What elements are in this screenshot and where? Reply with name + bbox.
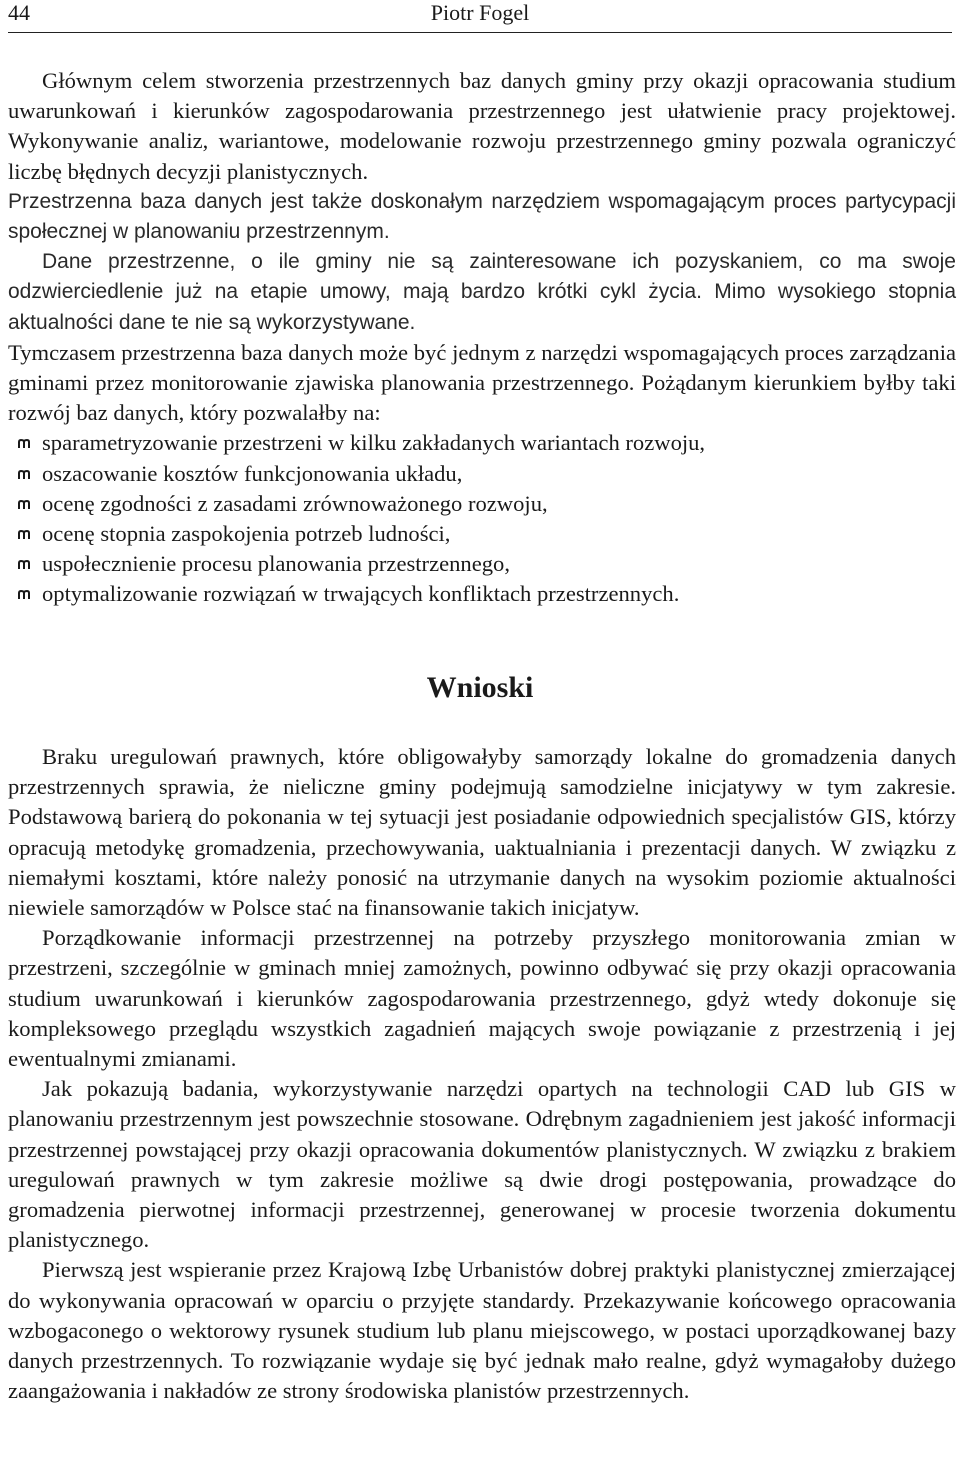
bullet-icon [18, 560, 30, 570]
conclusion-paragraph-1: Braku uregulowań prawnych, które obligowałyby samorządy lokalne do gromadzenia danych przestrzennych sprawia, że nieliczne gminy podejmują samodzielne inicjatywy w tym zakresie. Podstawową barierą do pokonania w tej sytuacji jest posiadanie odpowiednich specjalistów GIS, którzy opracują metodykę gromadzenia, przechowywania, uaktualniania i prezentacji danych. W związku z niemałymi kosztami, które należy ponosić na utrzymanie danych na wysokim poziomie aktualności niewiele samorządów w Polsce stać na finansowanie takich inicjatyw. [8, 744, 956, 921]
list-item-text: uspołecznienie procesu planowania przestrzennego, [42, 551, 510, 577]
intro-paragraph-2: Przestrzenna baza danych jest także doskonałym narzędziem wspomagającym proces partycypacji społecznej w planowaniu przestrzennym. [8, 189, 956, 244]
page-number: 44 [8, 0, 30, 25]
list-item-text: ocenę stopnia zaspokojenia potrzeb ludności, [42, 521, 451, 547]
list-item-text: sparametryzowanie przestrzeni w kilku zakładanych wariantach rozwoju, [42, 430, 706, 456]
list-item [8, 519, 956, 549]
list-item-text: ocenę zgodności z zasadami zrównoważonego rozwoju, [42, 490, 548, 516]
bullet-icon [18, 470, 30, 480]
bullet-icon [18, 530, 30, 540]
conclusions-section [8, 742, 956, 1406]
list-item-text: optymalizowanie rozwiązań w trwających konfliktach przestrzennych. [42, 581, 680, 607]
header-rule [8, 32, 952, 33]
list-item [8, 549, 956, 579]
conclusion-paragraph-2: Porządkowanie informacji przestrzennej na potrzeby przyszłego monitorowania zmian w przestrzeni, szczególnie w gminach mniej zamożnych, powinno odbywać się przy okazji opracowania studium uwarunkowań i kierunków zagospodarowania przestrzennego, gdyż wtedy dokonuje się kompleksowego przeglądu wszystkich zagadnień mających swoje powiązanie z przestrzenią i jej ewentualnymi zmianami. [8, 925, 956, 1072]
list-item [8, 579, 956, 609]
intro-paragraph-3: Dane przestrzenne, o ile gminy nie są zainteresowane ich pozyskaniem, co ma swoje odzwierciedlenie już na etapie umowy, mają bardzo krótki cykl życia. Mimo wysokiego stopnia aktualności dane te nie są wykorzystywane. [8, 250, 956, 334]
running-head-author: Piotr Fogel [430, 0, 530, 25]
list-item-text: oszacowanie kosztów funkcjonowania układu, [42, 460, 463, 486]
section-title: Wnioski [426, 671, 534, 704]
list-item [8, 428, 956, 458]
conclusion-paragraph-4: Pierwszą jest wspieranie przez Krajową Izbę Urbanistów dobrej praktyki planistycznej zmierzającej do wykonywania opracowań w oparciu o przyjęte standardy. Przekazywanie końcowego opracowania wzbogaconego o wektorowy rysunek studium lub planu miejscowego, w postaci uporządkowanej bazy danych przestrzennych. To rozwiązanie wydaje się być jednak mało realne, gdyż wymagałoby dużego zaangażowania i nakładów ze strony środowiska planistów przestrzennych. [8, 1257, 956, 1404]
list-item [8, 489, 956, 519]
intro-section [8, 66, 956, 610]
conclusion-paragraph-3: Jak pokazują badania, wykorzystywanie narzędzi opartych na technologii CAD lub GIS w planowaniu przestrzennym jest powszechnie stosowane. Odrębnym zagadnieniem jest jakość informacji przestrzennej powstającej przy okazji opracowania dokumentów planistycznych. W związku z brakiem uregulowań prawnych w tym zakresie możliwe są dwie drogi postępowania, prowadzące do gromadzenia pierwotnej informacji przestrzennej, generowanej w procesie tworzenia dokumentu planistycznego. [8, 1076, 956, 1253]
list-item [8, 459, 956, 489]
bullet-icon [18, 590, 30, 600]
bullet-icon [18, 500, 30, 510]
page-header [8, 0, 952, 32]
intro-paragraph-1: Głównym celem stworzenia przestrzennych baz danych gminy przy okazji opracowania studium uwarunkowań i kierunków zagospodarowania przestrzennego jest ułatwienie pracy projektowej. Wykonywanie analiz, wariantowe, modelowanie rozwoju przestrzennego gminy pozwala ograniczyć liczbę błędnych decyzji planistycznych. [8, 68, 956, 184]
intro-paragraph-3b: Tymczasem przestrzenna baza danych może być jednym z narzędzi wspomagających proces zarządzania gminami przez monitorowanie zjawiska planowania przestrzennego. Pożądanym kierunkiem byłby taki rozwój baz danych, który pozwalałby na: [8, 339, 956, 426]
bullet-icon [18, 439, 30, 449]
bullet-list [8, 428, 956, 609]
